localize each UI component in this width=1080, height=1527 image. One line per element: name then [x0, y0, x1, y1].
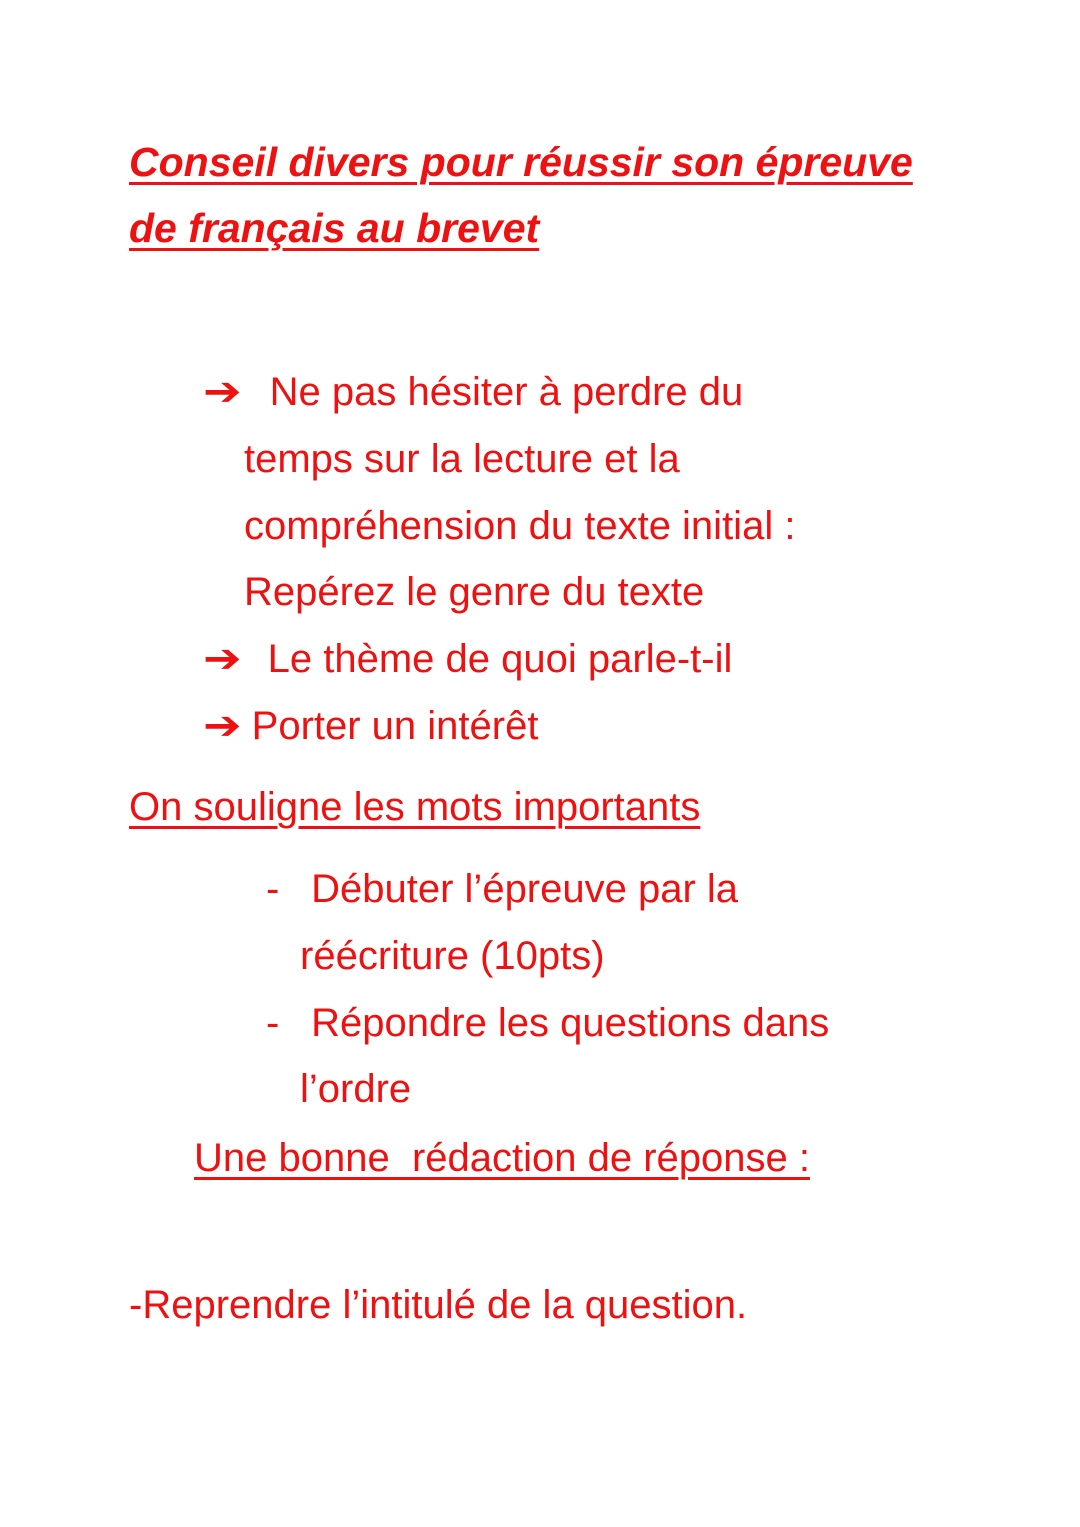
dash-item-2-line-1: Répondre les questions dans — [311, 1001, 830, 1045]
dash-bullet: - — [266, 1001, 280, 1045]
dash-item-1-line-2: réécriture (10pts) — [300, 934, 605, 978]
arrow-item-2-text: Le thème de quoi parle-t-il — [267, 637, 733, 681]
title-line-2: de français au brevet — [129, 205, 540, 251]
arrow-item-1-line-2: temps sur la lecture et la — [244, 437, 680, 481]
arrow-item-1 — [203, 372, 743, 412]
final-advice-line: -Reprendre l’intitulé de la question. — [129, 1283, 748, 1327]
arrow-item-1-line-1: Ne pas hésiter à perdre du — [269, 370, 744, 414]
dash-item-2-line-2: l’ordre — [300, 1067, 412, 1111]
right-arrow-icon: ➔ — [203, 704, 242, 748]
right-arrow-icon: ➔ — [203, 370, 242, 414]
dash-item-1 — [266, 869, 738, 909]
arrow-item-1-line-3: compréhension du texte initial : — [244, 504, 796, 548]
heading-good-answer: Une bonne rédaction de réponse : — [194, 1136, 810, 1180]
dash-bullet: - — [266, 867, 280, 911]
heading-important-words: On souligne les mots importants — [129, 785, 701, 829]
arrow-item-3-text: Porter un intérêt — [251, 704, 539, 748]
arrow-item-2 — [203, 639, 732, 679]
arrow-item-1-line-4: Repérez le genre du texte — [244, 570, 705, 614]
dash-item-1-line-1: Débuter l’épreuve par la — [311, 867, 739, 911]
arrow-item-3 — [203, 706, 538, 746]
dash-item-2 — [266, 1003, 829, 1043]
right-arrow-icon: ➔ — [203, 637, 242, 681]
title-line-1: Conseil divers pour réussir son épreuve — [129, 139, 913, 185]
